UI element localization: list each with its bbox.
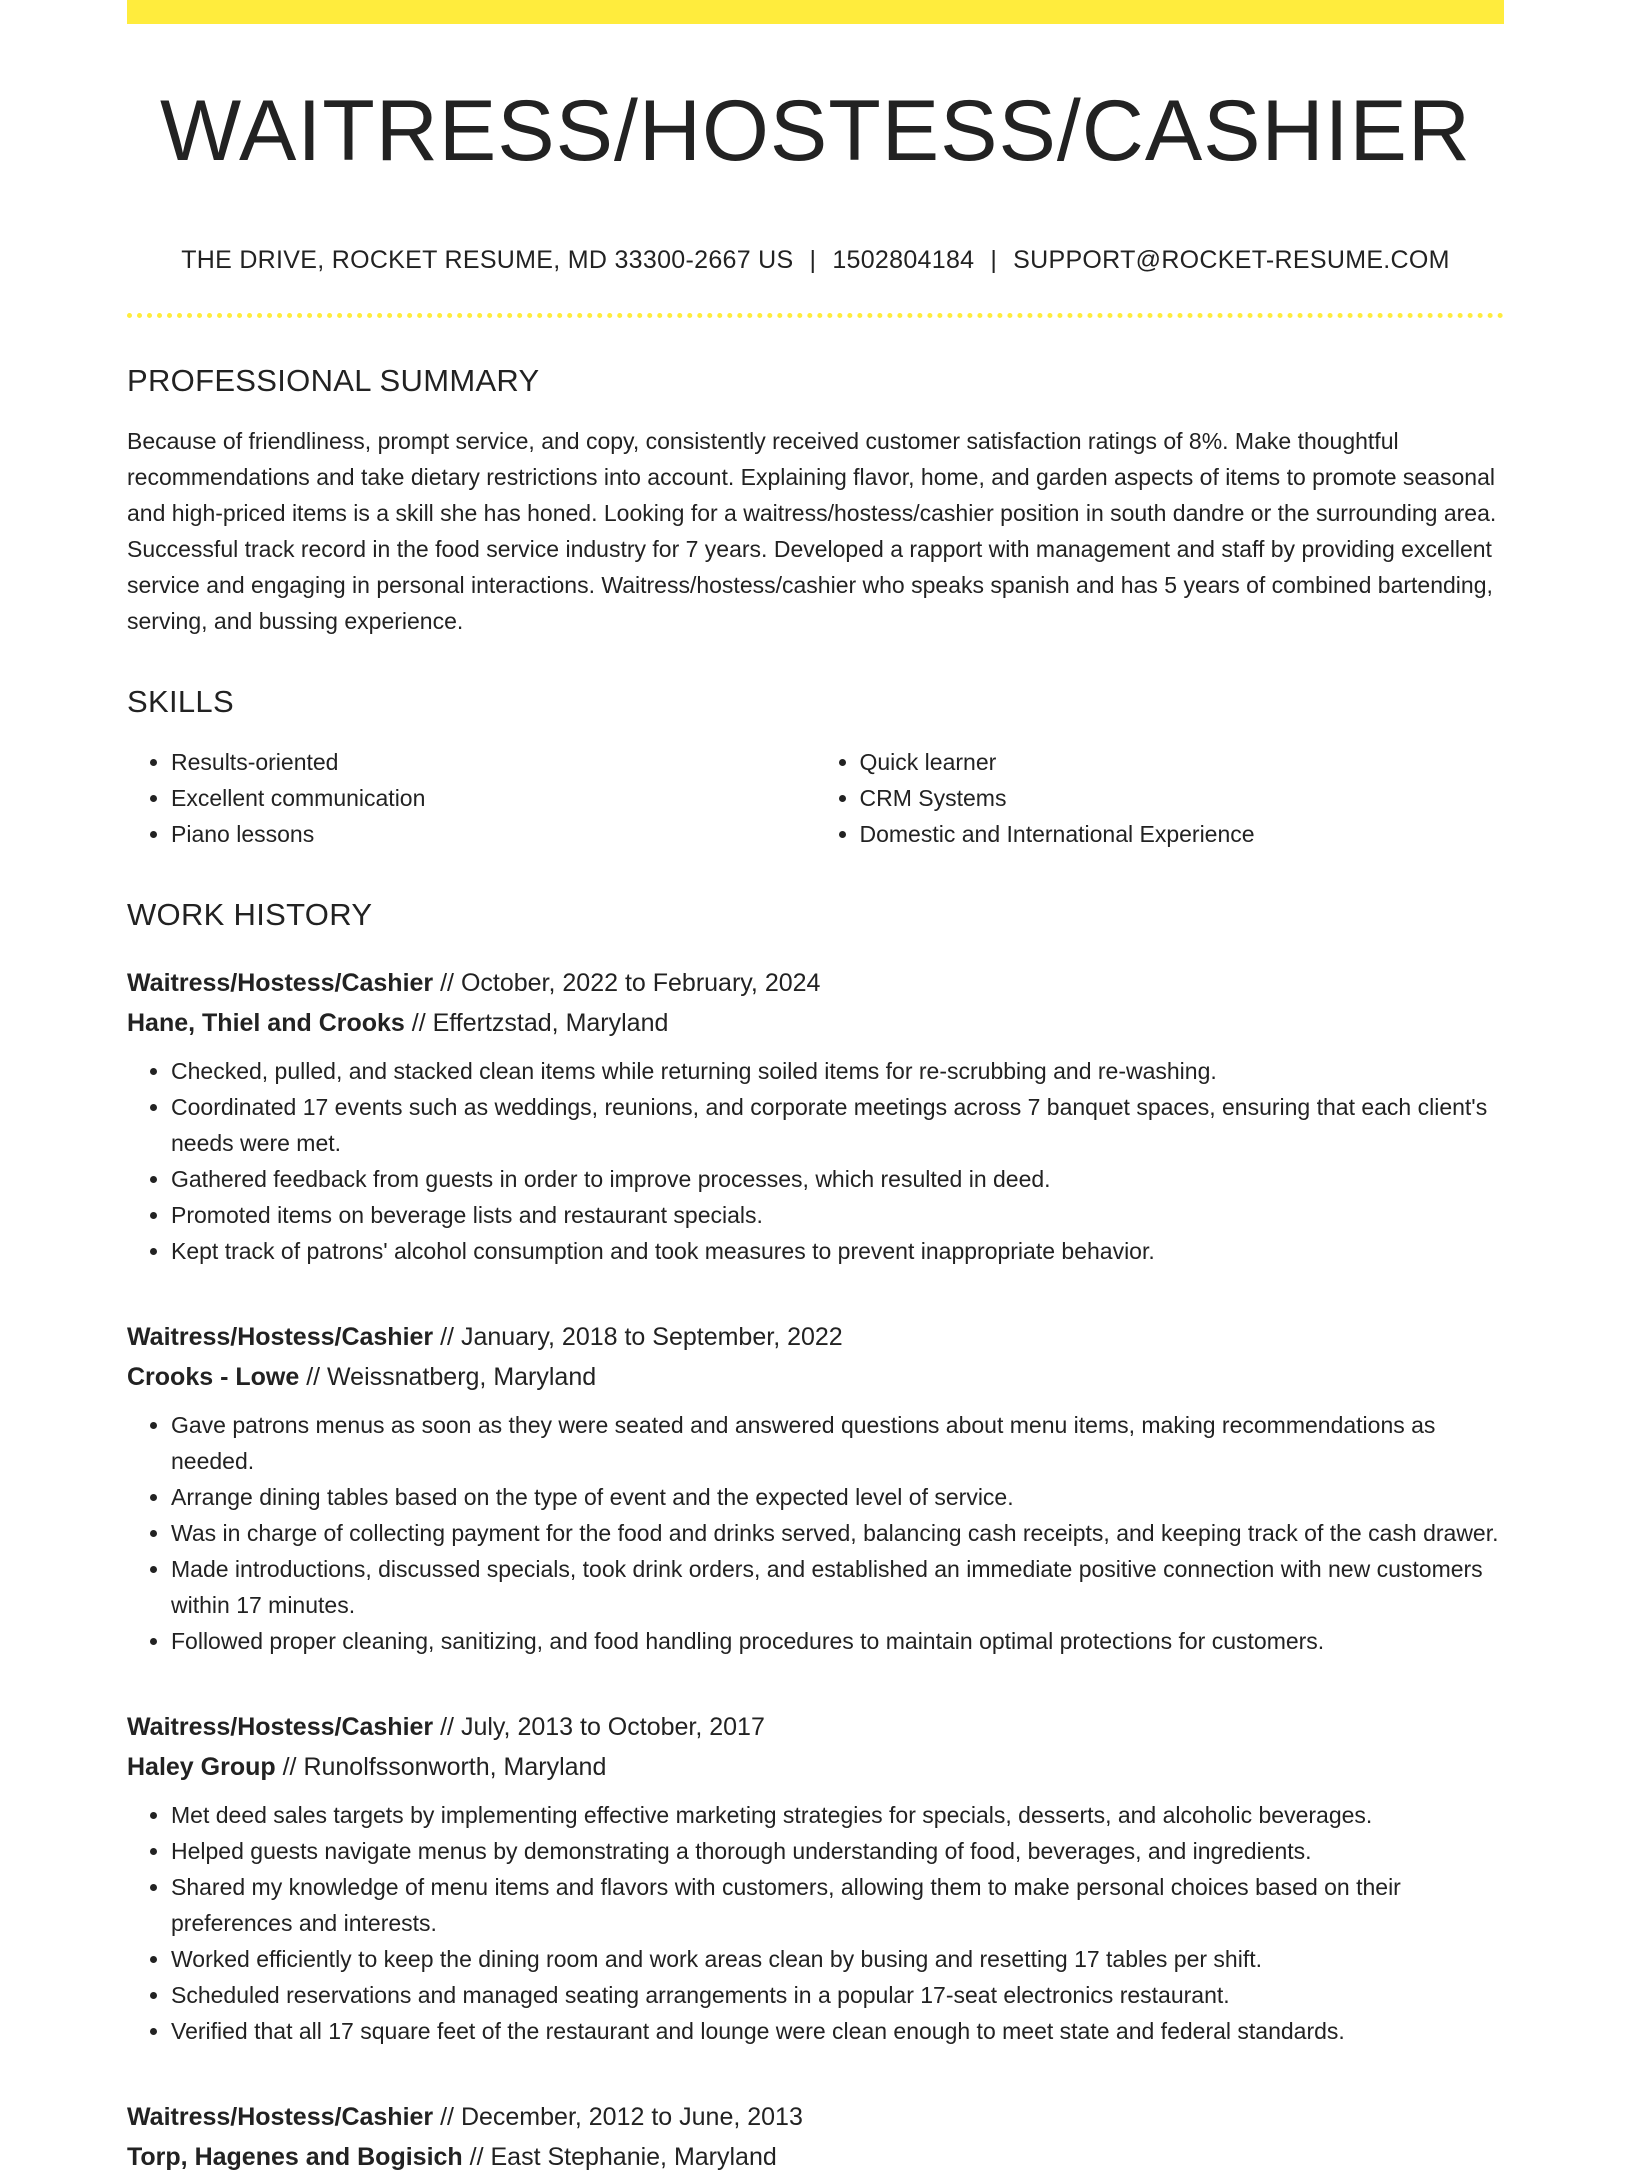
job-dates: // January, 2018 to September, 2022	[440, 1323, 843, 1352]
skills-column-left	[127, 744, 816, 852]
job-entry	[127, 963, 1504, 1269]
job-location: // Effertzstad, Maryland	[411, 1009, 669, 1038]
summary-text: Because of friendliness, prompt service, and copy, consistently received customer satisfaction ratings of 8%. Make thoughtful recommendations and take dietary restrictions into account. Explaining flavor, home, and garden aspects of items to promote seasonal and high-priced items is a skill she has honed. Looking for a waitress/hostess/cashier position in south dandre or the surrounding area. Successful track record in the food service industry for 7 years. Developed a rapport with management and staff by providing excellent service and engaging in personal interactions. Waitress/hostess/cashier who speaks spanish and has 5 years of combined bartending, serving, and bussing experience.	[127, 427, 1497, 634]
job-dates: // July, 2013 to October, 2017	[440, 1713, 765, 1742]
job-entry	[127, 1707, 1504, 2049]
job-bullet: • Coordinated 17 events such as weddings, reunions, and corporate meetings across 7 banquet spaces, ensuring that each client's needs were met.	[171, 1089, 1504, 1161]
job-bullet: • Checked, pulled, and stacked clean items while returning soiled items for re-scrubbing and re-washing.	[171, 1053, 1504, 1089]
job-title-line	[127, 1707, 1504, 1747]
job-bullet: • Verified that all 17 square feet of the restaurant and lounge were clean enough to meet state and federal standards.	[171, 2013, 1504, 2049]
top-accent-bar	[127, 0, 1504, 24]
job-bullet: • Shared my knowledge of menu items and flavors with customers, allowing them to make personal choices based on their preferences and interests.	[171, 1869, 1504, 1941]
job-bullet: • Kept track of patrons' alcohol consumption and took measures to prevent inappropriate behavior.	[171, 1233, 1504, 1269]
job-location: // Runolfssonworth, Maryland	[282, 1753, 607, 1782]
job-title: Waitress/Hostess/Cashier	[127, 2103, 434, 2132]
job-bullet: • Followed proper cleaning, sanitizing, and food handling procedures to maintain optimal protections for customers.	[171, 1623, 1504, 1659]
job-bullet: • Made introductions, discussed specials, took drink orders, and established an immediate positive connection with new customers within 17 minutes.	[171, 1551, 1504, 1623]
job-bullets	[127, 1407, 1504, 1659]
job-company-line	[127, 1747, 1504, 1787]
skills-heading: SKILLS	[127, 683, 234, 719]
contact-line	[127, 245, 1504, 275]
contact-separator: |	[990, 245, 998, 274]
skill-item: • Quick learner	[860, 744, 1505, 780]
resume-page	[127, 0, 1504, 2172]
job-dates: // December, 2012 to June, 2013	[440, 2103, 803, 2132]
job-bullet: • Scheduled reservations and managed seating arrangements in a popular 17-seat electronics restaurant.	[171, 1977, 1504, 2013]
skill-item: • Piano lessons	[171, 816, 816, 852]
job-company-line	[127, 2137, 1504, 2177]
job-entry	[127, 1317, 1504, 1659]
job-bullets	[127, 1053, 1504, 1269]
work-history-heading: WORK HISTORY	[127, 896, 373, 932]
summary-heading: PROFESSIONAL SUMMARY	[127, 362, 540, 398]
job-title: Waitress/Hostess/Cashier	[127, 1713, 434, 1742]
job-location: // East Stephanie, Maryland	[469, 2143, 777, 2172]
job-bullets	[127, 1797, 1504, 2049]
contact-phone: 1502804184	[832, 245, 975, 274]
job-bullet: • Gave patrons menus as soon as they were seated and answered questions about menu items, making recommendations as needed.	[171, 1407, 1504, 1479]
job-title-line	[127, 963, 1504, 1003]
contact-separator: |	[809, 245, 817, 274]
job-company-line	[127, 1003, 1504, 1043]
job-title-line	[127, 1317, 1504, 1357]
job-title-line	[127, 2097, 1504, 2137]
job-title: Waitress/Hostess/Cashier	[127, 969, 434, 998]
skill-item: • CRM Systems	[860, 780, 1505, 816]
job-bullet: • Worked efficiently to keep the dining room and work areas clean by busing and resetting 17 tables per shift.	[171, 1941, 1504, 1977]
skill-item: • Domestic and International Experience	[860, 816, 1505, 852]
job-dates: // October, 2022 to February, 2024	[440, 969, 821, 998]
job-company-line	[127, 1357, 1504, 1397]
job-bullet: • Met deed sales targets by implementing effective marketing strategies for specials, desserts, and alcoholic beverages.	[171, 1797, 1504, 1833]
skill-item: • Results-oriented	[171, 744, 816, 780]
job-bullet: • Promoted items on beverage lists and restaurant specials.	[171, 1197, 1504, 1233]
job-company: Haley Group	[127, 1753, 276, 1782]
job-bullet: • Arrange dining tables based on the type of event and the expected level of service.	[171, 1479, 1504, 1515]
job-company: Torp, Hagenes and Bogisich	[127, 2143, 463, 2172]
resume-name: WAITRESS/HOSTESS/CASHIER	[159, 83, 1472, 179]
job-company: Hane, Thiel and Crooks	[127, 1009, 405, 1038]
job-company: Crooks - Lowe	[127, 1363, 300, 1392]
skill-item: • Excellent communication	[171, 780, 816, 816]
job-bullet: • Helped guests navigate menus by demonstrating a thorough understanding of food, beverages, and ingredients.	[171, 1833, 1504, 1869]
job-entry	[127, 2097, 1504, 2177]
skills-list	[127, 744, 1504, 852]
skills-column-right	[816, 744, 1505, 852]
job-title: Waitress/Hostess/Cashier	[127, 1323, 434, 1352]
contact-address: THE DRIVE, ROCKET RESUME, MD 33300-2667 US	[181, 245, 794, 274]
contact-email: SUPPORT@ROCKET-RESUME.COM	[1013, 245, 1450, 274]
job-bullet: • Gathered feedback from guests in order to improve processes, which resulted in deed.	[171, 1161, 1504, 1197]
dotted-divider	[127, 313, 1504, 318]
job-bullet: • Was in charge of collecting payment for the food and drinks served, balancing cash receipts, and keeping track of the cash drawer.	[171, 1515, 1504, 1551]
job-location: // Weissnatberg, Maryland	[306, 1363, 597, 1392]
